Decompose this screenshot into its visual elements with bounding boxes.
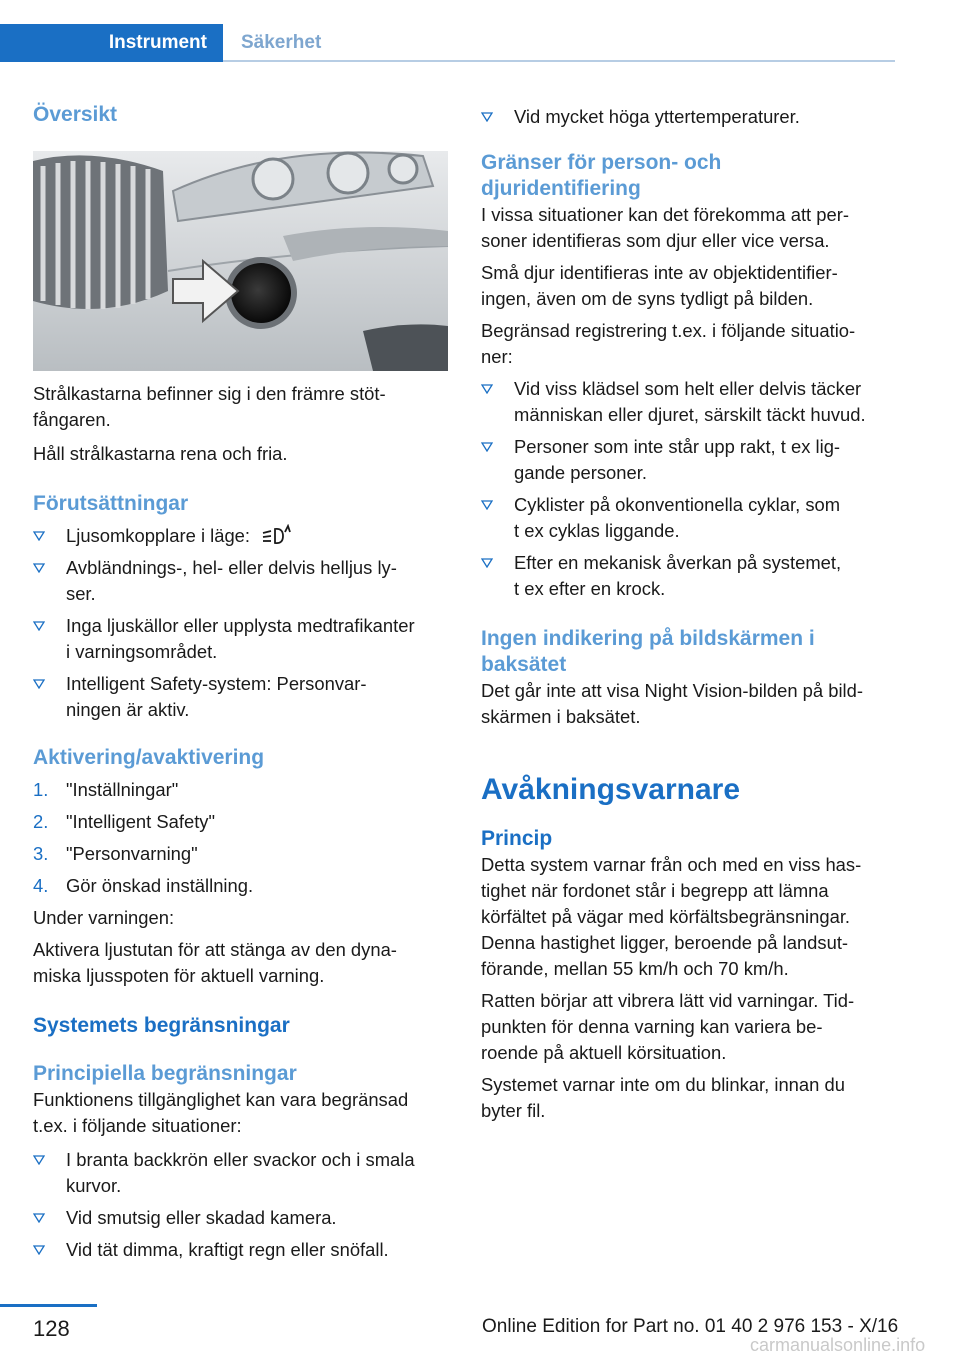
paragraph-availability: Funktionens tillgänglighet kan vara begränsad t.ex. i följande situationer: [33, 1089, 409, 1136]
camera-location-illustration [33, 151, 448, 371]
heading-systemets: Systemets begränsningar [33, 1014, 290, 1037]
list-item: I branta backkrön eller svackor och i smala kurvor. [33, 1147, 448, 1199]
triangle-bullet-icon [33, 679, 45, 689]
list-item: Vid mycket höga yttertemperaturer. [481, 104, 896, 130]
list-item: Cyklister på okonventionella cyklar, som t ex cyklas liggande. [481, 492, 896, 544]
header-tabs [0, 24, 895, 62]
paragraph-location: Strålkastarna befinner sig i den främre stöt- fångaren. [33, 383, 386, 430]
list-item: Ljusomkopplare i läge: [33, 523, 448, 549]
footer-rule [0, 1304, 97, 1307]
heading-aktivering: Aktivering/avaktivering [33, 746, 265, 769]
triangle-bullet-icon [33, 531, 45, 541]
list-item: Vid smutsig eller skadad kamera. [33, 1205, 448, 1231]
tab-sakerhet[interactable]: Säkerhet [241, 32, 322, 53]
triangle-bullet-icon [33, 563, 45, 573]
watermark: carmanualsonline.info [750, 1335, 926, 1355]
list-item: 4. Gör önskad inställning. [33, 875, 254, 896]
paragraph-turn-signal: Systemet varnar inte om du blinkar, innan du byter fil. [481, 1074, 845, 1121]
triangle-bullet-icon [33, 1155, 45, 1165]
activation-steps [33, 777, 448, 899]
paragraph-rear-display: Det går inte att visa Night Vision-bilden på bild- skärmen i baksätet. [481, 680, 863, 727]
heading-forutsattningar: Förutsättningar [33, 492, 189, 515]
list-item: Inga ljuskällor eller upplysta medtrafikanter i varningsområdet. [33, 613, 448, 665]
list-item: 3. "Personvarning" [33, 843, 198, 864]
right-column [481, 95, 896, 1124]
heading-princip: Princip [481, 827, 553, 850]
list-item: 2. "Intelligent Safety" [33, 811, 216, 832]
triangle-bullet-icon [481, 442, 493, 452]
heading-granser: Gränser för person- och djuridentifiering [481, 151, 722, 200]
heading-ingen-indikering: Ingen indikering på bildskärmen i baksätet [481, 627, 815, 676]
situations-list [33, 1147, 448, 1263]
paragraph-steering-vibration: Ratten börjar att vibrera lätt vid varningar. Tid- punkten för denna varning kan variera be- roende på aktuell körsituation. [481, 990, 855, 1063]
paragraph-limited-detection: Begränsad registrering t.ex. i följande situatio- ner: [481, 320, 856, 367]
paragraph-misidentification: I vissa situationer kan det förekomma att per- soner identifieras som djur eller vice versa. [481, 204, 849, 251]
page-number: 128 [33, 1316, 70, 1341]
triangle-bullet-icon [481, 384, 493, 394]
list-item: 1. "Inställningar" [33, 779, 179, 800]
temperature-list [481, 104, 896, 130]
paragraph-principle: Detta system varnar från och med en viss has- tighet när fordonet står i begrepp att lämna körfältet på vägar med körfältsbegränsningar. Denna hastighet ligger, beroende på landsut- förande, mellan 55 km/h och 70 km/h. [481, 854, 862, 979]
list-item: Vid viss klädsel som helt eller delvis täcker människan eller djuret, särskilt täckt huvud. [481, 376, 896, 428]
triangle-bullet-icon [481, 112, 493, 122]
list-item: Efter en mekanisk åverkan på systemet, t ex efter en krock. [481, 550, 896, 602]
tab-instrument[interactable]: Instrument [0, 24, 223, 62]
edition-note: Online Edition for Part no. 01 40 2 976 153 - X/16 [482, 1316, 899, 1337]
headlight-photo [33, 151, 448, 371]
triangle-bullet-icon [33, 1213, 45, 1223]
list-item: Personer som inte står upp rakt, t ex lig- gande personer. [481, 434, 896, 486]
list-item: Avbländnings-, hel- eller delvis helljus ly- ser. [33, 555, 448, 607]
detection-list [481, 376, 896, 602]
left-column [33, 95, 448, 1263]
paragraph-under-warning: Under varningen: [33, 907, 175, 928]
paragraph-activate-button: Aktivera ljustutan för att stänga av den dyna- miska ljusspoten för aktuell varning. [33, 939, 397, 986]
triangle-bullet-icon [33, 1245, 45, 1255]
heading-avakningsvarnare: Avåkningsvarnare [481, 773, 741, 806]
list-item: Intelligent Safety-system: Personvar- ningen är aktiv. [33, 671, 448, 723]
prerequisites-list [33, 523, 448, 723]
triangle-bullet-icon [33, 621, 45, 631]
heading-principiella: Principiella begränsningar [33, 1062, 297, 1085]
heading-oversikt: Översikt [33, 103, 118, 126]
triangle-bullet-icon [481, 500, 493, 510]
paragraph-keep-clean: Håll strålkastarna rena och fria. [33, 443, 288, 464]
triangle-bullet-icon [481, 558, 493, 568]
header-divider [223, 60, 895, 62]
high-beam-assist-icon [261, 524, 291, 546]
list-item: Vid tät dimma, kraftigt regn eller snöfall. [33, 1237, 448, 1263]
paragraph-small-animals: Små djur identifieras inte av objektidentifier- ingen, även om de syns tydligt på bilden. [481, 262, 838, 309]
